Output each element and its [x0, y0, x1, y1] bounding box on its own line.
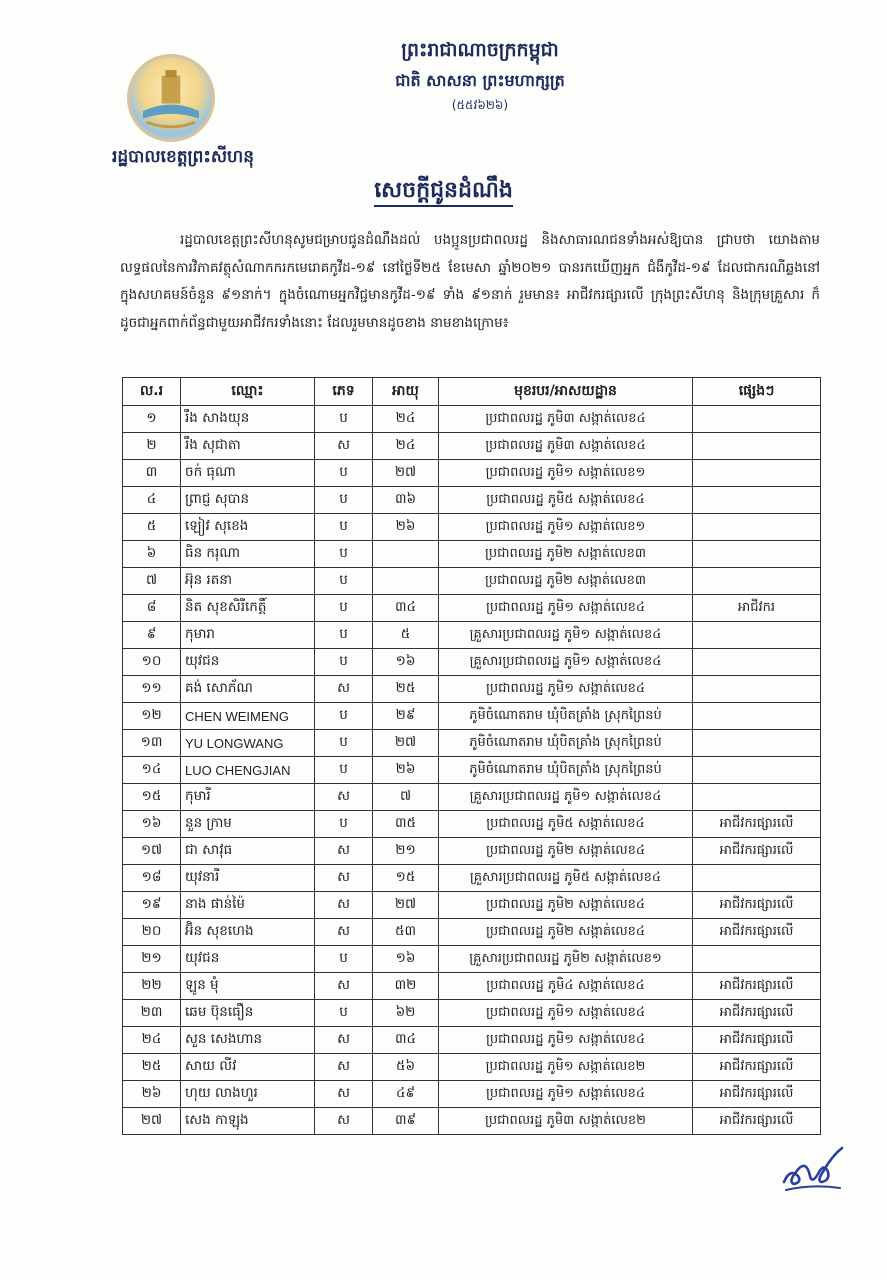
cell-number: ២៣ [123, 1000, 181, 1027]
cell-note [693, 622, 821, 649]
kingdom-heading [360, 38, 600, 115]
cell-sex: ស [315, 1108, 373, 1135]
cell-note: អាជីវករផ្សារលើ [693, 811, 821, 838]
cell-age: ២៦ [373, 514, 439, 541]
table-row [123, 1108, 821, 1135]
cell-sex: ប [315, 487, 373, 514]
column-header-address: មុខរបរ/អាសយដ្ឋាន [439, 378, 693, 406]
column-header-no: ល.រ [123, 378, 181, 406]
cell-note [693, 514, 821, 541]
cell-age: ១៥ [373, 865, 439, 892]
cell-name: ធិន ករុណា [181, 541, 315, 568]
signature-icon [776, 1138, 848, 1196]
table-row [123, 676, 821, 703]
cell-name: គង់ សោភ័ណ [181, 676, 315, 703]
provincial-seal-logo [127, 54, 215, 142]
cell-age: ៣៤ [373, 595, 439, 622]
cell-age: ៣៦ [373, 487, 439, 514]
cell-name: យុវជន [181, 946, 315, 973]
cell-address: ប្រជាពលរដ្ឋ ភូមិ៣ សង្កាត់លេខ៤ [439, 433, 693, 460]
cell-number: ៦ [123, 541, 181, 568]
cell-address: ប្រជាពលរដ្ឋ ភូមិ១ សង្កាត់លេខ៤ [439, 595, 693, 622]
column-header-name: ឈ្មោះ [181, 378, 315, 406]
cell-address: ប្រជាពលរដ្ឋ ភូមិ១ សង្កាត់លេខ៤ [439, 1000, 693, 1027]
cell-name: សួន សេងហាន [181, 1027, 315, 1054]
cell-sex: ស [315, 973, 373, 1000]
cell-age [373, 568, 439, 595]
cell-address: ប្រជាពលរដ្ឋ ភូមិ២ សង្កាត់លេខ៤ [439, 838, 693, 865]
cell-name: ឆេម ប៊ុនធឿន [181, 1000, 315, 1027]
cell-address: ប្រជាពលរដ្ឋ ភូមិ៥ សង្កាត់លេខ៤ [439, 487, 693, 514]
cell-sex: ប [315, 757, 373, 784]
cell-age: ២៥ [373, 676, 439, 703]
cell-age: ២៧ [373, 460, 439, 487]
cell-address: គ្រួសារប្រជាពលរដ្ឋ ភូមិ១ សង្កាត់លេខ៤ [439, 784, 693, 811]
notice-intro-paragraph: រដ្ឋបាលខេត្តព្រះសីហនុសូមជម្រាបជូនដំណឹងដល់ បងប្អូនប្រជាពលរដ្ឋ និងសាធារណជនទាំងអស់ឱ្យបាន ជ្រាបថា យោងតាមលទ្ធផលនៃការវិភាគវត្ថុសំណាកករកមេរោគកូវីដ-១៩ នៅថ្ងៃទី២៥ ខែមេសា ឆ្នាំ២០២១ បានរកឃើញអ្នក ជំងឺកូវីដ-១៩ ដែលជាករណីឆ្លងនៅក្នុងសហគមន៍ចំនួន ៩១នាក់។ ក្នុងចំណោមអ្នកវិជ្ជមានកូវីដ-១៩ ទាំង ៩១នាក់ រួមមាន៖ អាជីវករផ្សារលើ ក្រុងព្រះសីហនុ និងក្រុមគ្រួសារ ក៏ដូចជាអ្នកពាក់ព័ន្ធជាមួយអាជីវករទាំងនោះ ដែលរួមមានដូចខាង នាមខាងក្រោម៖ [120, 232, 820, 331]
table-row [123, 1027, 821, 1054]
cell-address: ភូមិចំណោតរាម ឃុំបិតត្រាំង ស្រុកព្រៃនប់ [439, 757, 693, 784]
cell-number: ២០ [123, 919, 181, 946]
signature-mark [776, 1138, 848, 1196]
cell-note [693, 460, 821, 487]
cell-note [693, 433, 821, 460]
cell-note [693, 406, 821, 433]
cell-address: ភូមិចំណោតរាម ឃុំបិតត្រាំង ស្រុកព្រៃនប់ [439, 703, 693, 730]
table-body [123, 406, 821, 1135]
table-row [123, 838, 821, 865]
cell-number: ២៤ [123, 1027, 181, 1054]
cell-sex: ប [315, 649, 373, 676]
cell-number: ១០ [123, 649, 181, 676]
cell-number: ១៩ [123, 892, 181, 919]
table-row [123, 514, 821, 541]
notice-title-wrap [0, 176, 887, 208]
cell-name: LUO CHENGJIAN [181, 757, 315, 784]
cell-address: ប្រជាពលរដ្ឋ ភូមិ១ សង្កាត់លេខ១ [439, 460, 693, 487]
cell-sex: ប [315, 703, 373, 730]
cell-address: ប្រជាពលរដ្ឋ ភូមិ៣ សង្កាត់លេខ៤ [439, 406, 693, 433]
cell-name: អ៊ុន រតនា [181, 568, 315, 595]
cell-number: ១៨ [123, 865, 181, 892]
cell-note [693, 568, 821, 595]
cell-name: កុមារី [181, 784, 315, 811]
cell-address: ប្រជាពលរដ្ឋ ភូមិ៣ សង្កាត់លេខ២ [439, 1108, 693, 1135]
cell-age: ៣៥ [373, 811, 439, 838]
cell-name: ចក់ ធុណា [181, 460, 315, 487]
cell-address: ប្រជាពលរដ្ឋ ភូមិ៤ សង្កាត់លេខ៤ [439, 973, 693, 1000]
cell-name: ឡៀវ សុខេង [181, 514, 315, 541]
cell-sex: ស [315, 865, 373, 892]
table-row [123, 1000, 821, 1027]
cell-age: ២៧ [373, 730, 439, 757]
table-row [123, 784, 821, 811]
cell-name: នួន ក្រាម [181, 811, 315, 838]
cell-name: សាយ លីវ [181, 1054, 315, 1081]
cell-name: YU LONGWANG [181, 730, 315, 757]
cell-address: គ្រួសារប្រជាពលរដ្ឋ ភូមិ១ សង្កាត់លេខ៤ [439, 622, 693, 649]
cell-age: ២៤ [373, 433, 439, 460]
table-row [123, 568, 821, 595]
cell-note [693, 730, 821, 757]
cell-address: ប្រជាពលរដ្ឋ ភូមិ១ សង្កាត់លេខ២ [439, 1054, 693, 1081]
cell-number: ១៤ [123, 757, 181, 784]
cell-sex: ប [315, 730, 373, 757]
cell-name: រឹង សុជាតា [181, 433, 315, 460]
cell-age: ៤៩ [373, 1081, 439, 1108]
column-header-note: ផ្សេងៗ [693, 378, 821, 406]
cell-sex: ស [315, 892, 373, 919]
cell-age: ២៧ [373, 892, 439, 919]
table-row [123, 460, 821, 487]
cell-age: ១៦ [373, 649, 439, 676]
table-row [123, 1054, 821, 1081]
cell-number: ៨ [123, 595, 181, 622]
kingdom-name: ព្រះរាជាណាចក្រកម្ពុជា [401, 39, 559, 61]
cell-age: ៥៦ [373, 1054, 439, 1081]
cell-number: ១១ [123, 676, 181, 703]
table-row [123, 730, 821, 757]
cell-sex: ស [315, 784, 373, 811]
cell-note [693, 865, 821, 892]
cell-sex: ស [315, 838, 373, 865]
cell-sex: ប [315, 946, 373, 973]
table-row [123, 1081, 821, 1108]
cell-sex: ប [315, 1000, 373, 1027]
cell-sex: ប [315, 541, 373, 568]
cell-note: អាជីវករផ្សារលើ [693, 1108, 821, 1135]
cell-name: ឡូន មុំ [181, 973, 315, 1000]
cell-age: ៥ [373, 622, 439, 649]
cell-number: ១២ [123, 703, 181, 730]
cell-note [693, 757, 821, 784]
cell-note: អាជីវករផ្សារលើ [693, 1027, 821, 1054]
seal-graphic [130, 57, 212, 139]
cell-sex: ប [315, 811, 373, 838]
cell-number: ៣ [123, 460, 181, 487]
cell-address: ប្រជាពលរដ្ឋ ភូមិ២ សង្កាត់លេខ៤ [439, 919, 693, 946]
cell-name: និត សុខសិរីកេត្តិ៍ [181, 595, 315, 622]
table-row [123, 946, 821, 973]
cell-sex: ស [315, 433, 373, 460]
cell-sex: ប [315, 406, 373, 433]
cell-note [693, 541, 821, 568]
cell-age: ១៦ [373, 946, 439, 973]
cell-age: ២១ [373, 838, 439, 865]
column-header-sex: ភេទ [315, 378, 373, 406]
cell-name: យុវជន [181, 649, 315, 676]
case-list-table [122, 377, 821, 1135]
cell-note [693, 487, 821, 514]
cell-note [693, 946, 821, 973]
cell-address: ប្រជាពលរដ្ឋ ភូមិ៥ សង្កាត់លេខ៤ [439, 811, 693, 838]
cell-name: កុមារា [181, 622, 315, 649]
cell-number: ២ [123, 433, 181, 460]
table-header-row [123, 378, 821, 406]
cell-note: អាជីវករ [693, 595, 821, 622]
cell-address: ប្រជាពលរដ្ឋ ភូមិ២ សង្កាត់លេខ៣ [439, 541, 693, 568]
cell-address: ប្រជាពលរដ្ឋ ភូមិ១ សង្កាត់លេខ៤ [439, 1027, 693, 1054]
cell-note [693, 649, 821, 676]
table-row [123, 973, 821, 1000]
national-motto: ជាតិ សាសនា ព្រះមហាក្សត្រ [395, 71, 565, 90]
table-row [123, 433, 821, 460]
cell-name: សេង កាឡុង [181, 1108, 315, 1135]
table-row [123, 703, 821, 730]
motto-ornament: (៥៥វ៦២៦) [451, 98, 509, 112]
cell-sex: ប [315, 460, 373, 487]
cell-number: ២៧ [123, 1108, 181, 1135]
cell-name: CHEN WEIMENG [181, 703, 315, 730]
cell-name: យុវនារី [181, 865, 315, 892]
cell-number: ១ [123, 406, 181, 433]
cell-number: ១៧ [123, 838, 181, 865]
cell-name: រឹង សាងយុន [181, 406, 315, 433]
cell-sex: ស [315, 676, 373, 703]
cell-name: អ៊ិន សុខហេង [181, 919, 315, 946]
cell-number: ២៦ [123, 1081, 181, 1108]
cell-address: ប្រជាពលរដ្ឋ ភូមិ១ សង្កាត់លេខ៤ [439, 676, 693, 703]
cell-number: ៩ [123, 622, 181, 649]
cell-number: ៥ [123, 514, 181, 541]
cell-address: ប្រជាពលរដ្ឋ ភូមិ១ សង្កាត់លេខ៤ [439, 1081, 693, 1108]
cell-name: នាង ផាន់ម៉ៃ [181, 892, 315, 919]
cell-address: ប្រជាពលរដ្ឋ ភូមិ១ សង្កាត់លេខ១ [439, 514, 693, 541]
cell-sex: ប [315, 622, 373, 649]
table-row [123, 595, 821, 622]
cell-number: ២២ [123, 973, 181, 1000]
cell-address: ប្រជាពលរដ្ឋ ភូមិ២ សង្កាត់លេខ៣ [439, 568, 693, 595]
cell-address: ប្រជាពលរដ្ឋ ភូមិ២ សង្កាត់លេខ៤ [439, 892, 693, 919]
cell-sex: ស [315, 1027, 373, 1054]
cell-age: ២៤ [373, 406, 439, 433]
cell-address: ភូមិចំណោតរាម ឃុំបិតត្រាំង ស្រុកព្រៃនប់ [439, 730, 693, 757]
cell-name: ព្រាជ្ញ សុបាន [181, 487, 315, 514]
cell-sex: ប [315, 514, 373, 541]
cell-sex: ស [315, 1054, 373, 1081]
cell-note [693, 676, 821, 703]
table-row [123, 622, 821, 649]
cell-note: អាជីវករផ្សារលើ [693, 1081, 821, 1108]
cell-age: ៣៩ [373, 1108, 439, 1135]
cell-number: ២១ [123, 946, 181, 973]
cell-age: ២៩ [373, 703, 439, 730]
cell-age: ៣៤ [373, 1027, 439, 1054]
cell-note: អាជីវករផ្សារលើ [693, 1000, 821, 1027]
table-row [123, 892, 821, 919]
cell-number: ១៣ [123, 730, 181, 757]
cell-sex: ប [315, 595, 373, 622]
cell-number: ១៥ [123, 784, 181, 811]
cell-address: គ្រួសារប្រជាពលរដ្ឋ ភូមិ២ សង្កាត់លេខ១ [439, 946, 693, 973]
cell-age: ២៦ [373, 757, 439, 784]
cell-note: អាជីវករផ្សារលើ [693, 973, 821, 1000]
cell-note: អាជីវករផ្សារលើ [693, 838, 821, 865]
cell-sex: ស [315, 919, 373, 946]
cell-note [693, 784, 821, 811]
cell-name: ហុយ លាងហួរ [181, 1081, 315, 1108]
cell-age: ៣២ [373, 973, 439, 1000]
cell-age [373, 541, 439, 568]
cell-address: គ្រួសារប្រជាពលរដ្ឋ ភូមិ៥ សង្កាត់លេខ៤ [439, 865, 693, 892]
notice-title: សេចក្តីជូនដំណឹង [374, 178, 513, 207]
table-row [123, 919, 821, 946]
cell-note [693, 703, 821, 730]
table-row [123, 541, 821, 568]
table-row [123, 757, 821, 784]
cell-sex: ស [315, 1081, 373, 1108]
cell-age: ៦២ [373, 1000, 439, 1027]
cell-sex: ប [315, 568, 373, 595]
cell-number: ២៥ [123, 1054, 181, 1081]
cell-age: ៧ [373, 784, 439, 811]
cell-note: អាជីវករផ្សារលើ [693, 892, 821, 919]
table-row [123, 406, 821, 433]
cell-name: ជា សាវុធ [181, 838, 315, 865]
cell-note: អាជីវករផ្សារលើ [693, 919, 821, 946]
cell-note: អាជីវករផ្សារលើ [693, 1054, 821, 1081]
issuing-office-name: រដ្ឋបាលខេត្តព្រះសីហនុ [111, 147, 255, 167]
table-row [123, 487, 821, 514]
column-header-age: អាយុ [373, 378, 439, 406]
cell-age: ៥៣ [373, 919, 439, 946]
table-row [123, 649, 821, 676]
table-row [123, 811, 821, 838]
cell-number: ១៦ [123, 811, 181, 838]
cell-number: ៧ [123, 568, 181, 595]
table-row [123, 865, 821, 892]
cell-address: គ្រួសារប្រជាពលរដ្ឋ ភូមិ១ សង្កាត់លេខ៤ [439, 649, 693, 676]
cell-number: ៤ [123, 487, 181, 514]
